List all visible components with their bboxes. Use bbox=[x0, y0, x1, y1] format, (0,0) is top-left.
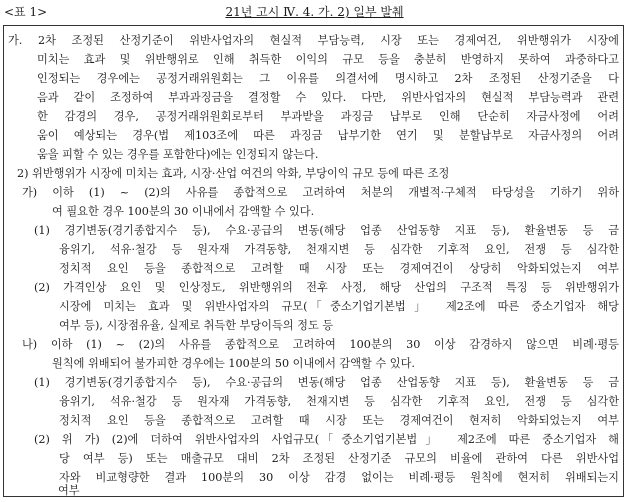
text-line: 나) 이하 (1) ~ (2)의 사유를 종합적으로 고려하여 100분의 30 이상 감경하지 않으면 비례·평등 bbox=[22, 338, 619, 351]
text-line: 여부 등), 시장점유율, 실제로 취득한 부당이득의 정도 등 bbox=[59, 319, 334, 332]
text-line: 시장에 미치는 효과 및 위반사업자의 규모(「중소기업기본법」 제2조에 따른 중소기업자 해당 bbox=[59, 300, 619, 313]
text-line: 정치적 요인 등을 종합적으로 고려할 때 시장 또는 경제여건이 현저히 악화되었는지 여부 bbox=[59, 414, 619, 427]
text-line: 여부 bbox=[58, 484, 80, 497]
table-label: <표 1> bbox=[4, 5, 48, 19]
text-line: 가. 2차 조정된 산정기준이 위반사업자의 현실적 부담능력, 시장 또는 경제여건, 위반행위가 시장에 bbox=[8, 34, 619, 47]
text-line: 정치적 요인 등을 종합적으로 고려할 때 시장 또는 경제여건이 상당히 악화되었는지 여부 bbox=[59, 262, 619, 275]
text-line: 융위기, 석유·철강 등 원자재 가격동향, 천재지변 등 심각한 기후적 요인, 전쟁 등 심각한 bbox=[59, 243, 619, 256]
text-line: 당 여부 등) 또는 매출규모 대비 2차 조정된 산정기준 규모의 비율에 관하여 다른 위반사업 bbox=[59, 452, 619, 465]
text-line: 움을 피할 수 있는 경우를 포함한다)에는 인정되지 않는다. bbox=[37, 148, 319, 161]
excerpt-box bbox=[3, 25, 624, 497]
text-line: 음과 같이 조정하여 부과과징금을 결정할 수 있다. 다만, 위반사업자의 현실적 부담능력과 관련 bbox=[37, 91, 619, 104]
document-title: 21년 고시 Ⅳ. 4. 가. 2) 일부 발췌 bbox=[225, 5, 404, 19]
text-line: 인정되는 경우에는 공정거래위원회는 그 이유를 의결서에 명시하고 2차 조정된 산정기준을 다 bbox=[37, 72, 619, 85]
text-line: 융위기, 석유·철강 등 원자재 가격동향, 천재지변 등 심각한 기후적 요인, 전쟁 등 심각한 bbox=[59, 395, 619, 408]
text-line: (2) 위 가) (2)에 더하여 위반사업자의 사업규모(「중소기업기본법」 제2조에 따른 중소기업자 해 bbox=[34, 433, 619, 446]
text-line: (1) 경기변동(경기종합지수 등), 수요·공급의 변동(해당 업종 산업동향 지표 등), 환율변동 등 금 bbox=[34, 224, 619, 237]
text-line: 움이 예상되는 경우(법 제103조에 따른 과징금 납부기한 연기 및 분할납부로 자금사정의 어려 bbox=[37, 129, 619, 142]
text-line: 자와 비교형량한 결과 100분의 30 이상 감경 없이는 비례·평등 원칙에 현저히 위배되는지 bbox=[59, 471, 619, 484]
text-line: (2) 가격인상 요인 및 인상정도, 위반행위의 전후 사정, 해당 산업의 구조적 특징 등 위반행위가 bbox=[34, 281, 619, 294]
text-line: 원칙에 위배되어 불가피한 경우에는 100분의 50 이내에서 감액할 수 있다. bbox=[52, 357, 415, 370]
text-line: 한 감경의 경우, 공정거래위원회로부터 부과받을 과징금 납부로 인해 단순히 자금사정에 어려 bbox=[37, 110, 619, 123]
text-line: 2) 위반행위가 시장에 미치는 효과, 시장·산업 여건의 악화, 부당이익 규모 등에 따른 조정 bbox=[17, 167, 450, 180]
text-line: 여 필요한 경우 100분의 30 이내에서 감액할 수 있다. bbox=[52, 205, 315, 218]
text-line: 가) 이하 (1) ~ (2)의 사유를 종합적으로 고려하여 처분의 개별적·구체적 타당성을 기하기 위하 bbox=[22, 186, 619, 199]
document-header bbox=[0, 0, 629, 24]
text-line: 미치는 효과 및 위반행위로 인해 취득한 이익의 규모 등을 충분히 반영하지 못하여 과중하다고 bbox=[37, 53, 619, 66]
text-line: (1) 경기변동(경기종합지수 등), 수요·공급의 변동(해당 업종 산업동향 지표 등), 환율변동 등 금 bbox=[34, 376, 619, 389]
